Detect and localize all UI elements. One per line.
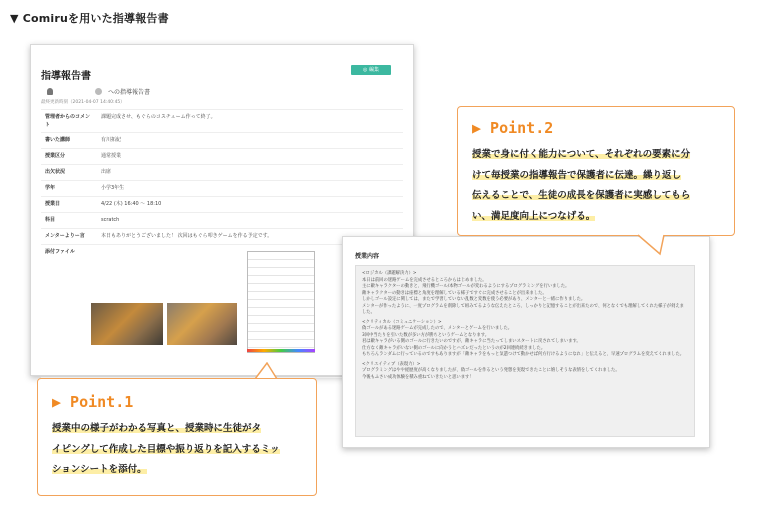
mission-sheet-image[interactable] — [247, 251, 315, 353]
edit-button[interactable]: ◎ 編集 — [351, 65, 391, 75]
content-line: 君は敵キャラがいる側のゴールに行きたいのですが、敵キャラに当たってしまいスタートに戻されてしまいます。 — [362, 339, 581, 344]
content-line: しかしゴール設定に関しては、またで学習していない乱数と変数を使う必要があり、メンターと一緒に作りました。 — [362, 297, 586, 302]
lesson-content-title: 授業内容 — [355, 253, 380, 260]
content-line: メンターが作ったように、一度プログラムを削除して組みてるような伝えたところ、しっかりと記憶することが出来たので、何となくでも理解してくれた様子が伺えました。 — [362, 303, 684, 315]
mission-sheet-footer — [247, 349, 315, 352]
content-line: 3回中当たりを引いた数が多い方が勝ちというゲームとなります。 — [362, 332, 489, 338]
point1-text — [52, 419, 306, 481]
user-icon — [47, 88, 53, 95]
point2-line: 伝えることで、生徒の成長を保護者に実感してもら — [472, 190, 691, 201]
field-key: 科目 — [45, 217, 56, 223]
field-row — [41, 212, 403, 228]
content-paragraph — [362, 362, 688, 382]
content-paragraph — [362, 271, 688, 317]
field-row — [41, 164, 403, 180]
updated-time: 最終更新時刻（2021-04-07 14:40:45） — [41, 100, 125, 105]
content-line: <クリエイティブ（表現力）> — [362, 361, 421, 367]
content-line: プログラミングはやや経歴度が高くなりましたが、偽ゴールを作るという発想を実現できたことに嬉しそうな表情をしてくれました。 — [362, 368, 620, 373]
field-value: scratch — [101, 217, 120, 223]
point2-pointer — [638, 234, 668, 256]
point2-callout — [457, 106, 735, 236]
field-value: 本日もありがとうございました！ 次回はもぐら叩きゲームを作る予定です。 — [101, 233, 273, 239]
content-paragraph — [362, 320, 688, 359]
lesson-content-card — [342, 236, 710, 448]
field-key: 出欠状況 — [45, 169, 66, 175]
class-photo-1[interactable] — [91, 303, 163, 345]
field-key: 授業日 — [45, 201, 61, 207]
content-line: もちろんランダムに行っているのですもありますが「敵キャラをもっと気遣つけて動かせば何方行けるようになれ」と伝えると、早速プログラムを変えてくれました。 — [362, 352, 685, 357]
field-key: 添付ファイル — [45, 249, 75, 255]
point1-line: ションシートを添付。 — [52, 464, 147, 475]
recipient-label: への指導報告書 — [108, 89, 151, 96]
point2-line: い、満足度向上につなげる。 — [472, 210, 596, 222]
content-line: 主に敵キャラクターの動きと、飛行機ゴール/本物ゴールが変わるようにするプログラミングを行いました。 — [362, 284, 570, 289]
content-line: <ロジカル（課題解決力）> — [362, 271, 417, 276]
field-key: メンターよりー言 — [45, 233, 85, 239]
field-row — [41, 148, 403, 164]
point1-label: ▶ Point.1 — [52, 393, 134, 411]
field-value: 有川拓紀 — [101, 137, 122, 143]
point1-line: 授業中の様子がわかる写真と、授業時に生徒がタ — [52, 423, 262, 434]
field-key: 学年 — [45, 185, 56, 191]
field-value: 4/22 (木) 16:40 ～ 18:10 — [101, 201, 162, 207]
field-key: 管理者からのコメント — [45, 114, 91, 128]
report-recipient — [47, 87, 150, 96]
point2-label: ▶ Point.2 — [472, 119, 554, 137]
class-photo-2[interactable] — [167, 303, 237, 345]
student-avatar — [95, 88, 102, 95]
content-line: 本日は前回の迷路ゲームを完成させるところからはじめました。 — [362, 277, 487, 283]
lesson-content-body — [355, 265, 695, 437]
point2-line: 授業で身に付く能力について、それぞれの要素に分 — [472, 149, 691, 160]
point1-line: イピングして作成した目標や振り返りを記入するミッ — [52, 443, 280, 455]
content-line: 今後もふさい成功体験を積み重ねていきたいと思います！ — [362, 374, 474, 380]
point2-line: けて毎授業の指導報告で保護者に伝達。繰り返し — [472, 169, 682, 181]
report-title: 指導報告書 — [41, 71, 91, 82]
field-value: 通常授業 — [101, 153, 122, 159]
section-heading: ▼ Comiruを用いた指導報告書 — [10, 12, 169, 25]
content-line: <クリティカル（コミュニケーション）> — [362, 319, 442, 325]
field-row — [41, 109, 403, 132]
field-key: 授業区分 — [45, 153, 66, 159]
point1-callout — [37, 378, 317, 496]
content-line: 仕方なく敵キャラがいない側のゴールに向かうとハズレだったというのが2回連続続きました。 — [362, 345, 546, 351]
field-value: 課題完成させ、もぐらのコスチューム作って終了。 — [101, 114, 216, 120]
field-row — [41, 132, 403, 148]
field-value: 出席 — [101, 169, 112, 175]
field-key: 書いた講師 — [45, 137, 71, 143]
point2-text — [472, 145, 726, 227]
content-line: 敵キャラクターの動きは座標と角度を理解している様子ですぐに完成させることが出来ました。 — [362, 290, 547, 296]
content-line: 偽ゴールがある迷路ゲームが完成したので、メンターとゲームを行いました。 — [362, 326, 513, 331]
field-row — [41, 180, 403, 196]
field-value: 小学3年生 — [101, 185, 125, 191]
field-row — [41, 196, 403, 212]
